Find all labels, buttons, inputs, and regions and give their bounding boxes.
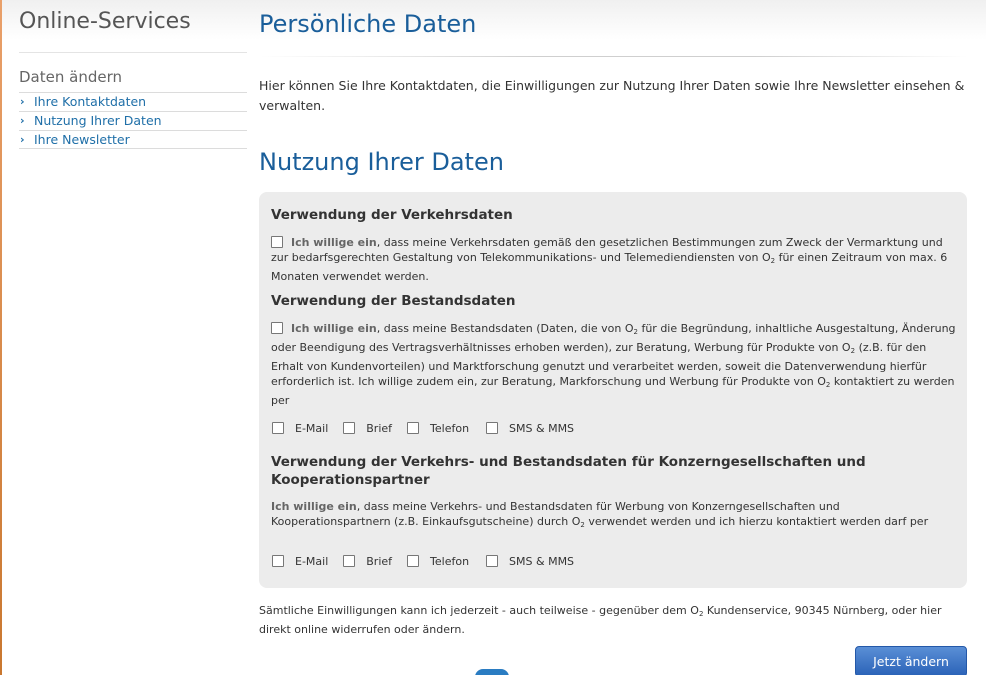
intro-text: Hier können Sie Ihre Kontaktdaten, die Einwilligungen zur Nutzung Ihrer Daten sowie Ihre Newsletter einsehen & verwalten. [259, 78, 965, 113]
inventory-email-option[interactable] [272, 422, 328, 435]
consent-bold: Ich willige ein [291, 322, 377, 335]
scroll-to-top-tab[interactable] [475, 669, 509, 675]
group-letter-option[interactable] [343, 555, 392, 568]
inventory-data-heading: Verwendung der Bestandsdaten [271, 293, 516, 309]
sidebar-item-newsletter[interactable] [19, 130, 247, 149]
chevron-right-icon: › [20, 133, 25, 146]
group-letter-checkbox[interactable] [343, 555, 355, 567]
checkbox-label: SMS & MMS [509, 421, 575, 435]
traffic-data-heading: Verwendung der Verkehrsdaten [271, 207, 513, 223]
group-sms-option[interactable] [486, 555, 574, 568]
inventory-letter-checkbox[interactable] [343, 422, 355, 434]
group-data-heading: Verwendung der Verkehrs- und Bestandsdaten für Konzerngesellschaften und Kooperationspartner [271, 454, 866, 488]
consent-text: , dass meine Verkehrs- und Bestandsdaten für Werbung von Konzerngesellschaften und Kooperationspartnern (z.B. Einkaufsgutscheine) durch O [271, 500, 840, 528]
left-accent-bar [0, 0, 2, 675]
group-phone-option[interactable] [407, 555, 469, 568]
checkbox-label: SMS & MMS [509, 554, 575, 568]
traffic-consent [271, 235, 959, 284]
sidebar-item-contact-data[interactable] [19, 92, 247, 111]
consent-text: kontaktiert zu werden per [271, 375, 955, 407]
o2-subscript: 2 [698, 610, 704, 618]
brand-title: Online-Services [19, 9, 191, 34]
sidebar-item-label[interactable]: Nutzung Ihrer Daten [34, 113, 162, 128]
sidebar-heading: Daten ändern [19, 68, 122, 86]
o2-subscript: 2 [850, 347, 856, 355]
group-channel-row [272, 554, 574, 568]
divider [19, 52, 247, 53]
o2-subscript: 2 [633, 328, 638, 336]
chevron-right-icon: › [20, 114, 25, 127]
checkbox-label: E-Mail [295, 554, 329, 568]
inventory-letter-option[interactable] [343, 422, 392, 435]
sidebar-nav [19, 92, 247, 149]
inventory-phone-checkbox[interactable] [407, 422, 419, 434]
title-divider [259, 56, 967, 57]
group-consent [271, 499, 959, 533]
inventory-channel-row [272, 421, 574, 435]
group-sms-checkbox[interactable] [486, 555, 498, 567]
inventory-sms-option[interactable] [486, 422, 574, 435]
group-email-checkbox[interactable] [272, 555, 284, 567]
traffic-consent-checkbox[interactable] [271, 236, 283, 248]
consent-bold: Ich willige ein [271, 500, 357, 513]
consent-text: (z.B. für den Erhalt von Kundenvorteilen) und Marktforschung genutzt und verarbeitet werden, soweit die Datenverwendung hierfür erforderlich ist. Ich willige zudem ein, zur Beratung, Markforschung und Werbung für Produkte von O [271, 341, 927, 388]
note-text: Sämtliche Einwilligungen kann ich jederzeit - auch teilweise - gegenüber dem O [259, 604, 699, 617]
checkbox-label: Telefon [430, 554, 470, 568]
section-title: Nutzung Ihrer Daten [259, 148, 504, 176]
sidebar-item-label[interactable]: Ihre Newsletter [34, 132, 130, 147]
sidebar-item-label[interactable]: Ihre Kontaktdaten [34, 94, 147, 109]
inventory-sms-checkbox[interactable] [486, 422, 498, 434]
consent-text: , dass meine Bestandsdaten (Daten, die von O [376, 322, 634, 335]
consent-text: für einen Zeitraum von max. 6 Monaten verwendet werden. [271, 251, 948, 283]
submit-button[interactable]: Jetzt ändern [855, 646, 967, 675]
consent-text: verwendet werden und ich hierzu kontaktiert werden darf per [584, 515, 929, 528]
checkbox-label: Brief [366, 421, 393, 435]
consent-bold: Ich willige ein [291, 236, 377, 249]
sidebar-item-data-usage[interactable] [19, 111, 247, 130]
page-title: Persönliche Daten [259, 10, 477, 38]
revocation-note [259, 603, 967, 637]
checkbox-label: Brief [366, 554, 393, 568]
o2-subscript: 2 [770, 257, 776, 265]
note-text: Kundenservice, 90345 Nürnberg, oder hier direkt online widerrufen oder ändern. [259, 604, 942, 636]
inventory-consent-checkbox[interactable] [271, 322, 283, 334]
inventory-consent [271, 321, 959, 408]
checkbox-label: Telefon [430, 421, 470, 435]
inventory-email-checkbox[interactable] [272, 422, 284, 434]
o2-subscript: 2 [825, 381, 831, 389]
chevron-right-icon: › [20, 95, 25, 108]
inventory-phone-option[interactable] [407, 422, 469, 435]
group-email-option[interactable] [272, 555, 328, 568]
consent-text: , dass meine Verkehrsdaten gemäß den gesetzlichen Bestimmungen zum Zweck der Vermarktung und zur bedarfsgerechten Gestaltung von Telekommunikations- und Telemediendiensten von O [271, 236, 943, 264]
checkbox-label: E-Mail [295, 421, 329, 435]
consent-text: für die Begründung, inhaltliche Ausgestaltung, Änderung oder Beendigung des Vertragsverhältnisses erhoben werden), zur Beratung, Werbung für Produkte von O [271, 322, 956, 354]
group-phone-checkbox[interactable] [407, 555, 419, 567]
consent-panel [259, 192, 967, 588]
o2-subscript: 2 [580, 521, 585, 529]
